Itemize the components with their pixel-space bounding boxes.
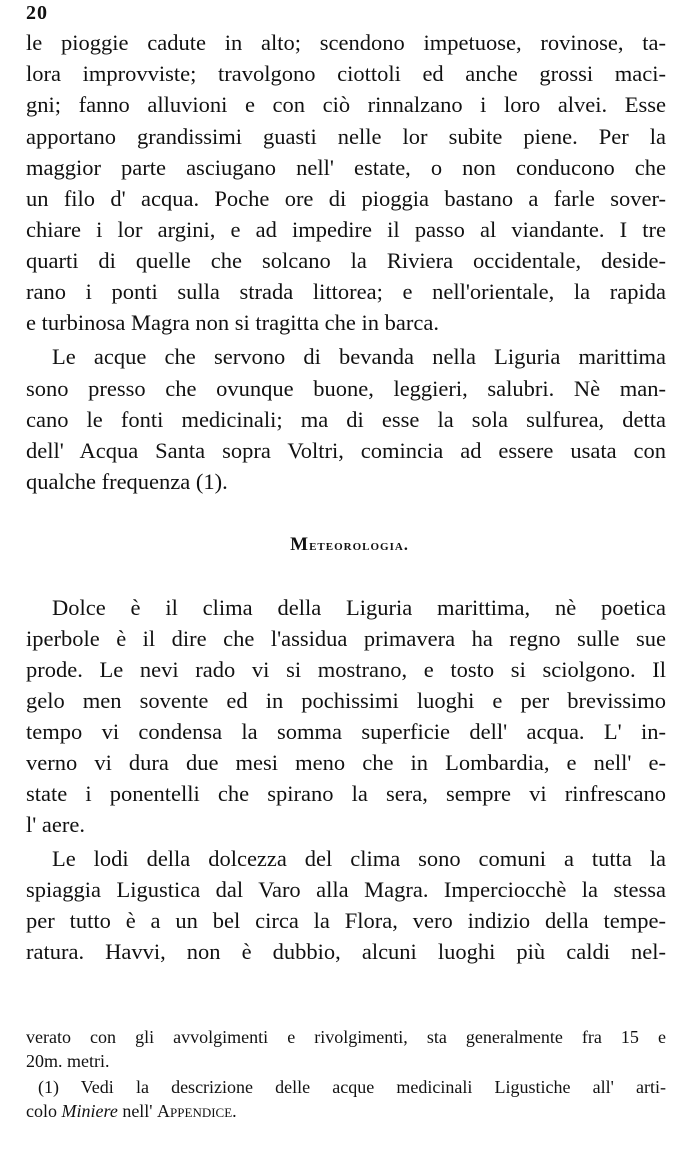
footnote-1: (1) Vedi la descrizione delle acque medicinali Ligustiche all' arti- [38,1077,666,1097]
page-number: 20 [26,2,48,24]
text-line: ratura. Havvi, non è dubbio, alcuni luoghi più caldi nel- [26,939,666,964]
footnote-text: nell' [117,1101,158,1121]
text-line: Le acque che servono di bevanda nella Liguria marittima [52,344,666,369]
heading-initial: M [290,534,310,555]
footnote-italic-term: Miniere [61,1101,118,1121]
text-line: le pioggie cadute in alto; scendono impetuose, rovinose, ta- [26,30,666,55]
footnote-line: verato con gli avvolgimenti e rivolgimenti, sta generalmente fra 15 e [26,1027,666,1047]
text-line: chiare i lor argini, e ad impedire il passo al viandante. I tre [26,217,666,242]
heading-rest: eteorologia. [309,537,409,554]
footnote-appendix-ref: Appendice [157,1101,233,1121]
text-line: iperbole è il dire che l'assidua primavera ha regno sulle sue [26,626,666,651]
footnote-text: . [232,1101,237,1121]
text-line: tempo vi condensa la somma superficie dell' acqua. L' in- [26,719,666,744]
text-line: apportano grandissimi guasti nelle lor subite piene. Per la [26,124,666,149]
section-heading [0,534,699,556]
text-line: Dolce è il clima della Liguria marittima, nè poetica [52,595,666,620]
text-line: per tutto è a un bel circa la Flora, vero indizio della tempe- [26,908,666,933]
text-line: spiaggia Ligustica dal Varo alla Magra. Imperciocchè la stessa [26,877,666,902]
footnote-line: 20m. metri. [26,1051,110,1071]
footnote-1-continued [26,1099,666,1123]
text-line: lora improvviste; travolgono ciottoli ed anche grossi maci- [26,61,666,86]
text-line: gelo men sovente ed in pochissimi luoghi e per brevissimo [26,688,666,713]
text-line: rano i ponti sulla strada littorea; e nell'orientale, la rapida [26,279,666,304]
text-line: quarti di quelle che solcano la Riviera occidentale, deside- [26,248,666,273]
text-line: Le lodi della dolcezza del clima sono comuni a tutta la [52,846,666,871]
text-line: prode. Le nevi rado vi si mostrano, e tosto si sciolgono. Il [26,657,666,682]
text-line: qualche frequenza (1). [26,469,228,494]
text-line: cano le fonti medicinali; ma di esse la sola sulfurea, detta [26,407,666,432]
text-line: un filo d' acqua. Poche ore di pioggia bastano a farle sover- [26,186,666,211]
text-line: gni; fanno alluvioni e con ciò rinnalzano i loro alvei. Esse [26,92,666,117]
text-line: verno vi dura due mesi meno che in Lombardia, e nell' e- [26,750,666,775]
text-line: dell' Acqua Santa sopra Voltri, comincia ad essere usata con [26,438,666,463]
text-line: state i ponentelli che spirano la sera, sempre vi rinfrescano [26,781,666,806]
text-line: sono presso che ovunque buone, leggieri, salubri. Nè man- [26,376,666,401]
footnote-text: colo [26,1101,62,1121]
text-line: e turbinosa Magra non si tragitta che in barca. [26,310,439,335]
text-line: maggior parte asciugano nell' estate, o non conducono che [26,155,666,180]
text-line: l' aere. [26,812,86,837]
